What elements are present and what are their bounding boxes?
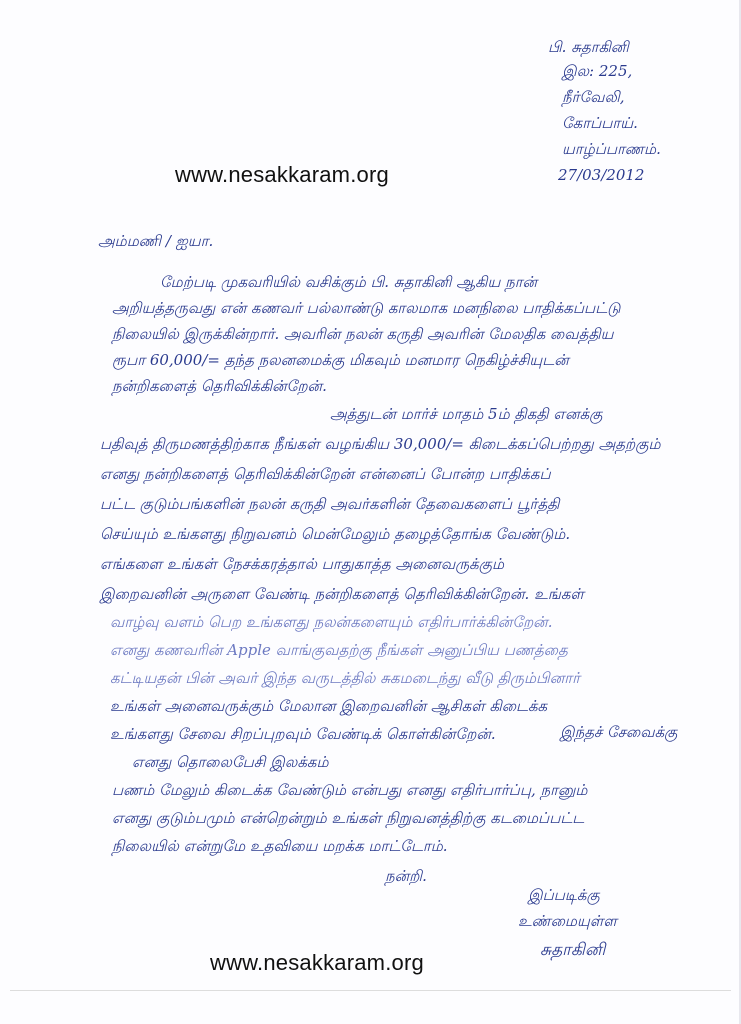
body-line: நிலையில் இருக்கின்றார். அவரின் நலன் கருதி அவரின் மேலதிக வைத்திய [112,325,614,343]
body-line: ரூபா 60,000/= தந்த நலனமைக்கு மிகவும் மனமார நெகிழ்ச்சியுடன் [112,351,569,369]
body-line: பட்ட குடும்பங்களின் நலன் கருதி அவர்களின் தேவைகளைப் பூர்த்தி [100,495,560,513]
body-line: எங்களை உங்கள் நேசக்கரத்தால் பாதுகாத்த அனைவருக்கும் [100,555,505,573]
address-line-1: இல: 225, [562,62,633,80]
address-line-2: நீர்வேலி, [562,88,625,106]
body-line: பதிவுத் திருமணத்திற்காக நீங்கள் வழங்கிய 30,000/= கிடைக்கப்பெற்றது அதற்கும் [100,435,661,453]
closing-line-2: உண்மையுள்ள [518,912,617,930]
body-line: உங்களது சேவை சிறப்புறவும் வேண்டிக் கொள்கின்றேன். [110,725,496,743]
address-line-4: யாழ்ப்பாணம். [562,140,661,158]
watermark-top: www.nesakkaram.org [175,162,389,187]
body-line: எனது குடும்பமும் என்றென்றும் உங்கள் நிறுவனத்திற்கு கடமைப்பட்ட [112,809,585,827]
salutation: அம்மணி / ஐயா. [98,232,214,250]
watermark-bottom: www.nesakkaram.org [210,950,424,975]
body-line: நிலையில் என்றுமே உதவியை மறக்க மாட்டோம். [112,837,448,855]
address-line-3: கோப்பாய். [562,114,638,132]
sender-name: பி. சுதாகினி [548,38,629,56]
closing-line-1: இப்படிக்கு [528,886,600,904]
thanks-text: நன்றி. [385,867,427,885]
body-line: அறியத்தருவது என் கணவர் பல்லாண்டு காலமாக மனநிலை பாதிக்கப்பட்டு [112,299,621,317]
letter-date: 27/03/2012 [558,166,645,184]
body-line: பணம் மேலும் கிடைக்க வேண்டும் என்பது எனது எதிர்பார்ப்பு, நானும் [112,781,588,799]
body-line: எனது கணவரின் Apple வாங்குவதற்கு நீங்கள் அனுப்பிய பணத்தை [110,641,568,659]
body-line: கட்டியதன் பின் அவர் இந்த வருடத்தில் சுகமடைந்து வீடு திரும்பினார் [110,669,580,687]
body-line: செய்யும் உங்களது நிறுவனம் மென்மேலும் தழைத்தோங்க வேண்டும். [100,525,571,543]
body-line: எனது தொலைபேசி இலக்கம் [132,753,329,771]
body-line: வாழ்வு வளம் பெற உங்களது நலன்களையும் எதிர்பார்க்கின்றேன். [110,613,553,631]
page-edge-divider [10,990,731,991]
signature: சுதாகினி [540,940,606,960]
body-line: இந்தச் சேவைக்கு [560,723,678,741]
body-line: அத்துடன் மார்ச் மாதம் 5ம் திகதி எனக்கு [330,405,603,423]
body-line: இறைவனின் அருளை வேண்டி நன்றிகளைத் தெரிவிக்கின்றேன். உங்கள் [100,585,584,603]
body-line: உங்கள் அனைவருக்கும் மேலான இறைவனின் ஆசிகள் கிடைக்க [110,697,548,715]
body-line: எனது நன்றிகளைத் தெரிவிக்கின்றேன் என்னைப் போன்ற பாதிக்கப் [100,465,551,483]
body-line: நன்றிகளைத் தெரிவிக்கின்றேன். [112,377,327,395]
body-line: மேற்படி முகவரியில் வசிக்கும் பி. சுதாகினி ஆகிய நான் [160,273,538,291]
